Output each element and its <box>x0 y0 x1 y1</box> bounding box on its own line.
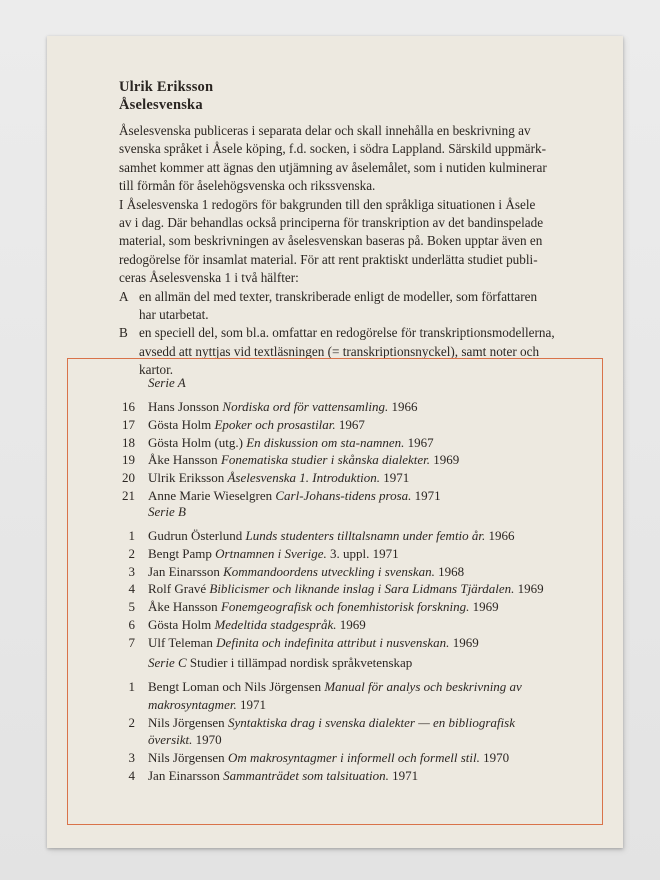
entry-year: 1966 <box>488 528 515 543</box>
author-name: Ulrik Eriksson <box>119 79 214 95</box>
series-entry <box>119 580 544 598</box>
series-c-subheading: Studier i tillämpad nordisk språkvetenskap <box>189 655 413 670</box>
entry-year: 3. uppl. 1971 <box>329 545 399 561</box>
desc-line: till förmån för åselehögsvenska och rikssvenska. <box>119 178 376 194</box>
entry-text <box>148 580 544 598</box>
part-b-marker: B <box>119 325 128 341</box>
series-entry <box>119 545 544 563</box>
entry-author: Jan Einarsson <box>148 563 220 579</box>
entry-year: 1967 <box>407 434 434 450</box>
series-c-label: Serie C <box>148 655 187 670</box>
series-entry <box>119 398 459 416</box>
entry-author: Åke Hansson <box>148 599 218 615</box>
entry-title: Epoker och prosastilar. <box>214 416 336 432</box>
entry-year: 1970 <box>195 732 222 748</box>
entry-title: Ortnamnen i Sverige. <box>215 545 327 561</box>
entry-year: 1966 <box>391 399 418 414</box>
series-c <box>119 654 522 785</box>
entry-title: Kommandoordens utveckling i svenskan. <box>223 563 435 579</box>
entry-text <box>148 767 522 785</box>
entry-year: 1969 <box>433 452 460 468</box>
series-a-heading: Serie A <box>148 375 186 390</box>
series-entry <box>119 616 544 634</box>
series-b-list <box>119 527 544 652</box>
entry-year: 1969 <box>339 616 366 632</box>
entry-text <box>148 598 544 616</box>
desc-line: svenska språket i Åsele köping, f.d. socken, i södra Lappland. Särskild uppmärk- <box>119 141 547 157</box>
entry-number: 2 <box>128 545 135 561</box>
series-a <box>119 374 459 505</box>
entry-number: 4 <box>128 767 135 783</box>
series-entry <box>119 767 522 785</box>
series-entry <box>119 416 459 434</box>
entry-number: 16 <box>122 399 135 414</box>
entry-author: Ulrik Eriksson <box>148 470 225 486</box>
entry-title: Sammanträdet som talsituation. <box>223 767 389 783</box>
entry-number: 18 <box>122 434 135 450</box>
entry-text-continued <box>148 696 522 714</box>
series-entry <box>119 749 522 767</box>
part-b-line: en speciell del, som bl.a. omfattar en redogörelse för transkriptionsmodellerna, <box>139 325 555 341</box>
series-a-list <box>119 398 459 505</box>
series-entry <box>119 434 459 452</box>
series-b-heading: Serie B <box>148 504 186 519</box>
desc-line: material, som beskrivningen av åselesvenskan baseras på. Boken upptar även en <box>119 233 543 249</box>
entry-author: Nils Jörgensen <box>148 714 225 730</box>
entry-text <box>148 434 459 452</box>
entry-number: 6 <box>128 616 135 632</box>
entry-text <box>148 678 522 696</box>
entry-number: 19 <box>122 452 135 468</box>
book-title: Åselesvenska <box>119 97 203 113</box>
entry-text <box>148 416 459 434</box>
desc-line: samhet kommer att ägnas den utjämning av åselemålet, som i nutiden kulminerar <box>119 159 547 175</box>
entry-text <box>148 398 459 416</box>
entry-text-continued <box>148 731 522 749</box>
entry-author: Anne Marie Wieselgren <box>148 487 273 503</box>
series-entry <box>119 678 522 714</box>
entry-number: 1 <box>128 528 135 543</box>
entry-year: 1971 <box>392 767 419 783</box>
entry-number: 3 <box>128 750 135 766</box>
part-a-line: en allmän del med texter, transkriberade enligt de modeller, som författaren <box>139 288 538 304</box>
entry-number: 5 <box>128 599 135 615</box>
part-a-marker: A <box>119 288 129 304</box>
entry-title: Carl-Johans-tidens prosa. <box>275 487 412 503</box>
entry-author: Gösta Holm (utg.) <box>148 434 243 450</box>
entry-number: 3 <box>128 563 135 579</box>
entry-author: Gudrun Österlund <box>148 528 243 543</box>
entry-number: 21 <box>122 487 135 503</box>
entry-title: Biblicismer och liknande inslag i Sara Lidmans Tjärdalen. <box>209 581 515 597</box>
entry-title: Fonematiska studier i skånska dialekter. <box>220 452 430 468</box>
entry-title: Åselesvenska 1. Introduktion. <box>227 470 381 486</box>
entry-text <box>148 527 544 545</box>
entry-author: Ulf Teleman <box>148 634 213 650</box>
series-entry <box>119 598 544 616</box>
series-entry <box>119 469 459 487</box>
entry-text <box>148 616 544 634</box>
entry-author: Gösta Holm <box>148 616 212 632</box>
entry-title: Manual för analys och beskrivning av <box>324 679 522 694</box>
entry-year: 1970 <box>483 750 510 766</box>
entry-year: 1971 <box>414 487 441 503</box>
entry-author: Bengt Loman och Nils Jörgensen <box>148 679 322 694</box>
entry-number: 1 <box>128 679 135 694</box>
entry-title: Definita och indefinita attribut i nusvenskan. <box>216 634 450 650</box>
series-entry <box>119 451 459 469</box>
series-entry <box>119 563 544 581</box>
entry-title-continued: makrosyntagmer. <box>148 696 237 712</box>
entry-text <box>148 545 544 563</box>
entry-title: Fonemgeografisk och fonemhistorisk forskning. <box>220 599 470 615</box>
entry-year: 1969 <box>472 599 499 615</box>
entry-text <box>148 749 522 767</box>
entry-author: Rolf Gravé <box>148 581 207 597</box>
entry-text <box>148 451 459 469</box>
entry-year: 1971 <box>383 470 410 486</box>
entry-title: Nordiska ord för vattensamling. <box>222 399 389 414</box>
entry-title: En diskussion om sta-namnen. <box>246 434 405 450</box>
series-c-list <box>119 678 522 785</box>
entry-number: 4 <box>128 581 135 597</box>
entry-author: Hans Jonsson <box>148 399 220 414</box>
entry-title: Syntaktiska drag i svenska dialekter — en bibliografisk <box>227 714 515 730</box>
entry-title: Om makrosyntagmer i informell och formell stil. <box>227 750 480 766</box>
desc-line: redogörelse för insamlat material. För att rent praktiskt underlätta studiet publi- <box>119 251 538 267</box>
desc-line: Åselesvenska publiceras i separata delar och skall innehålla en beskrivning av <box>119 123 531 138</box>
entry-author: Åke Hansson <box>148 452 218 468</box>
entry-year: 1969 <box>517 581 544 597</box>
entry-number: 2 <box>128 714 135 730</box>
entry-text <box>148 714 522 732</box>
desc-line: ceras Åselesvenska 1 i två hälfter: <box>119 270 299 286</box>
entry-author: Nils Jörgensen <box>148 750 225 766</box>
part-a-item <box>119 288 539 325</box>
description <box>119 122 555 380</box>
entry-year: 1971 <box>239 696 266 712</box>
entry-title: Medeltida stadgespråk. <box>214 616 337 632</box>
entry-title: Lunds studenters tilltalsnamn under femtio år. <box>245 528 486 543</box>
entry-text <box>148 634 544 652</box>
entry-year: 1967 <box>338 416 365 432</box>
part-b-line: kartor. <box>139 362 174 378</box>
entry-year: 1969 <box>452 634 479 650</box>
entry-number: 20 <box>122 470 135 486</box>
series-entry <box>119 634 544 652</box>
entry-text <box>148 563 544 581</box>
entry-number: 7 <box>128 634 135 650</box>
entry-author: Gösta Holm <box>148 416 212 432</box>
desc-line: av i dag. Där behandlas också principerna för transkription av det bandinspelade <box>119 215 544 231</box>
series-entry <box>119 527 544 545</box>
series-b <box>119 503 544 652</box>
entry-title-continued: översikt. <box>148 732 193 748</box>
series-entry <box>119 714 522 750</box>
series-c-heading <box>148 654 522 672</box>
entry-year: 1968 <box>438 563 465 579</box>
entry-text <box>148 469 459 487</box>
desc-line: I Åselesvenska 1 redogörs för bakgrunden till den språkliga situationen i Åsele <box>119 196 536 212</box>
entry-number: 17 <box>122 416 135 432</box>
part-a-line: har utarbetat. <box>139 307 209 323</box>
entry-author: Jan Einarsson <box>148 767 220 783</box>
part-b-line: avsedd att nyttjas vid textläsningen (= transkriptionsnyckel), samt noter och <box>139 343 540 359</box>
entry-author: Bengt Pamp <box>148 545 212 561</box>
